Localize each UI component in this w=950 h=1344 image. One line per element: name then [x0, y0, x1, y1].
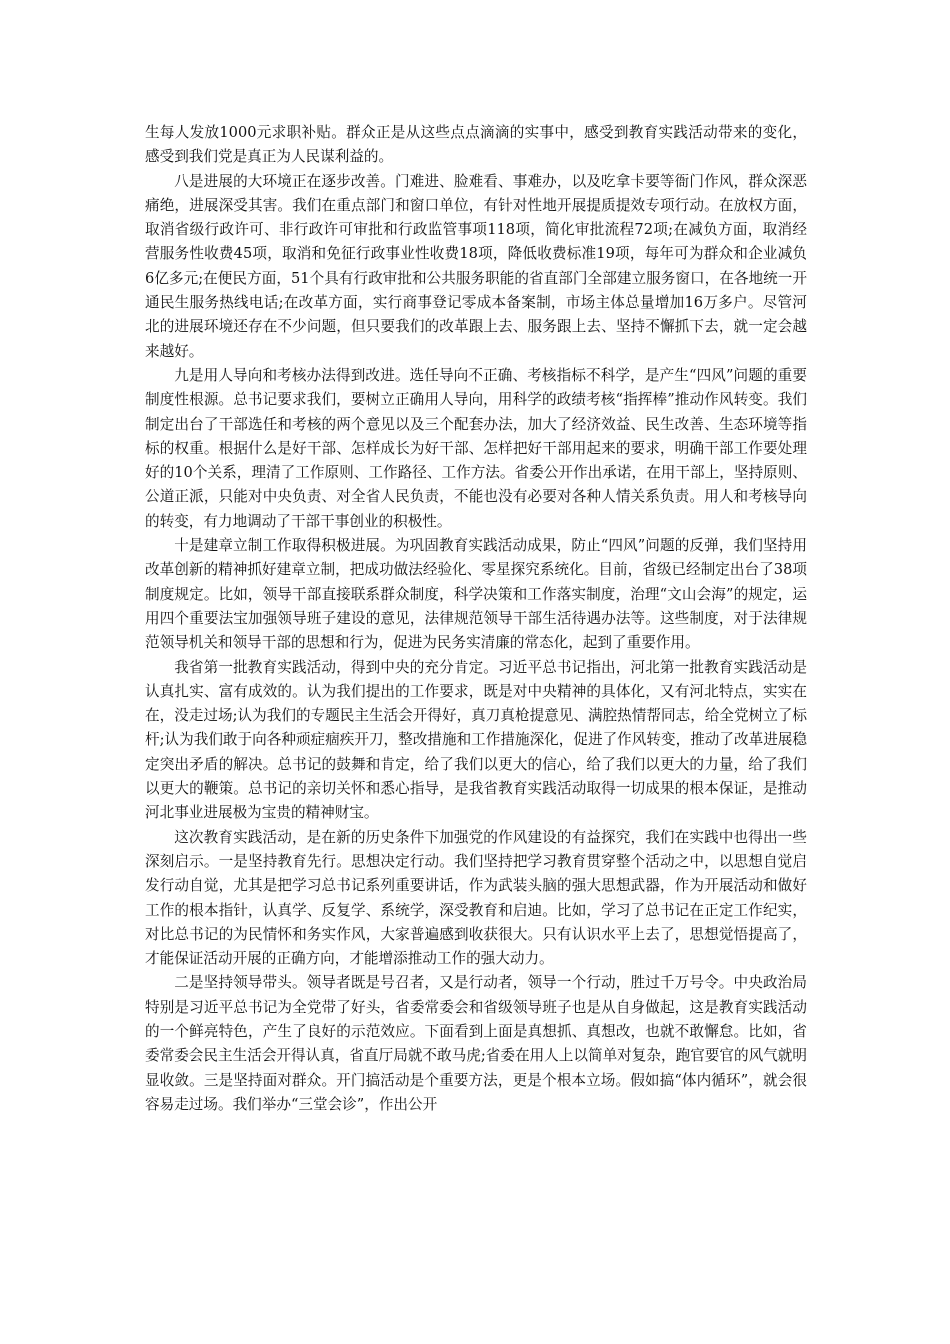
paragraph-insights-one: 这次教育实践活动，是在新的历史条件下加强党的作风建设的有益探究，我们在实践中也得出一些深刻启示。一是坚持教育先行。思想决定行动。我们坚持把学习教育贯穿整个活动之中，以思想自觉启发行动自觉，尤其是把学习总书记系列重要讲话，作为武装头脑的强大思想武器，作为开展活动和做好工作的根本指针，认真学、反复学、系统学，深受教育和启迪。比如，学习了总书记在正定工作纪实，对比总书记的为民情怀和务实作风，大家普遍感到收获很大。只有认识水平上去了，思想觉悟提高了，才能保证活动开展的正确方向，才能增添推动工作的强大动力。: [145, 828, 807, 968]
paragraph-point-nine: 九是用人导向和考核办法得到改进。选任导向不正确、考核指标不科学，是产生“四风”问题的重要制度性根源。总书记要求我们，要树立正确用人导向，用科学的政绩考核“指挥棒”推动作风转变。我们制定出台了干部选任和考核的两个意见以及三个配套办法，加大了经济效益、民生改善、生态环境等指标的权重。根据什么是好干部、怎样成长为好干部、怎样把好干部用起来的要求，明确干部工作要处理好的10个关系，理清了工作原则、工作路径、工作方法。省委公开作出承诺，在用干部上，坚持原则、公道正派，只能对中央负责、对全省人民负责，不能也没有必要对各种人情关系负责。用人和考核导向的转变，有力地调动了干部干事创业的积极性。: [145, 366, 807, 530]
paragraph-point-ten: 十是建章立制工作取得积极进展。为巩固教育实践活动成果，防止“四风”问题的反弹，我们坚持用改革创新的精神抓好建章立制，把成功做法经验化、零星探究系统化。目前，省级已经制定出台了38项制度规定。比如，领导干部直接联系群众制度，科学决策和工作落实制度，治理“文山会海”的规定，运用四个重要法宝加强领导班子建设的意见，法律规范领导干部生活待遇办法等。这些制度，对于法律规范领导机关和领导干部的思想和行为，促进为民务实清廉的常态化，起到了重要作用。: [145, 537, 807, 652]
document-body: [145, 121, 807, 1117]
paragraph-insights-two-three: 二是坚持领导带头。领导者既是号召者，又是行动者，领导一个行动，胜过千万号令。中央政治局特别是习近平总书记为全党带了好头，省委常委会和省级领导班子也是从自身做起，这是教育实践活动的一个鲜亮特色，产生了良好的示范效应。下面看到上面是真想抓、真想改，也就不敢懈怠。比如，省委常委会民主生活会开得认真，省直厅局就不敢马虎;省委在用人上以简单对复杂，跑官要官的风气就明显收敛。三是坚持面对群众。开门搞活动是个重要方法，更是个根本立场。假如搞“体内循环”，就会很容易走过场。我们举办“三堂会诊”，作出公开: [145, 974, 807, 1113]
paragraph-point-eight: 八是进展的大环境正在逐步改善。门难进、脸难看、事难办，以及吃拿卡要等衙门作风，群众深恶痛绝，进展深受其害。我们在重点部门和窗口单位，有针对性地开展提质提效专项行动。在放权方面，取消省级行政许可、非行政许可审批和行政监管事项118项，简化审批流程72项;在减负方面，取消经营服务性收费45项，取消和免征行政事业性收费18项，降低收费标准19项，每年可为群众和企业减负6亿多元;在便民方面，51个具有行政审批和公共服务职能的省直部门全部建立服务窗口，在各地统一开通民生服务热线电话;在改革方面，实行商事登记零成本备案制，市场主体总量增加16万多户。尽管河北的进展环境还存在不少问题，但只要我们的改革跟上去、服务跟上去、坚持不懈抓下去，就一定会越来越好。: [145, 172, 807, 360]
paragraph-central-affirmation: 我省第一批教育实践活动，得到中央的充分肯定。习近平总书记指出，河北第一批教育实践活动是认真扎实、富有成效的。认为我们提出的工作要求，既是对中央精神的具体化，又有河北特点，实实在在，没走过场;认为我们的专题民主生活会开得好，真刀真枪提意见、满腔热情帮同志，给全党树立了标杆;认为我们敢于向各种顽症痼疾开刀，整改措施和工作措施深化，促进了作风转变，推动了改革进展稳定突出矛盾的解决。总书记的鼓舞和肯定，给了我们以更大的信心，给了我们以更大的力量，给了我们以更大的鞭策。总书记的亲切关怀和悉心指导，是我省教育实践活动取得一切成果的根本保证，是推动河北事业进展极为宝贵的精神财宝。: [145, 658, 807, 822]
paragraph-continuation: 生每人发放1000元求职补贴。群众正是从这些点点滴滴的实事中，感受到教育实践活动带来的变化，感受到我们党是真正为人民谋利益的。: [145, 124, 807, 166]
